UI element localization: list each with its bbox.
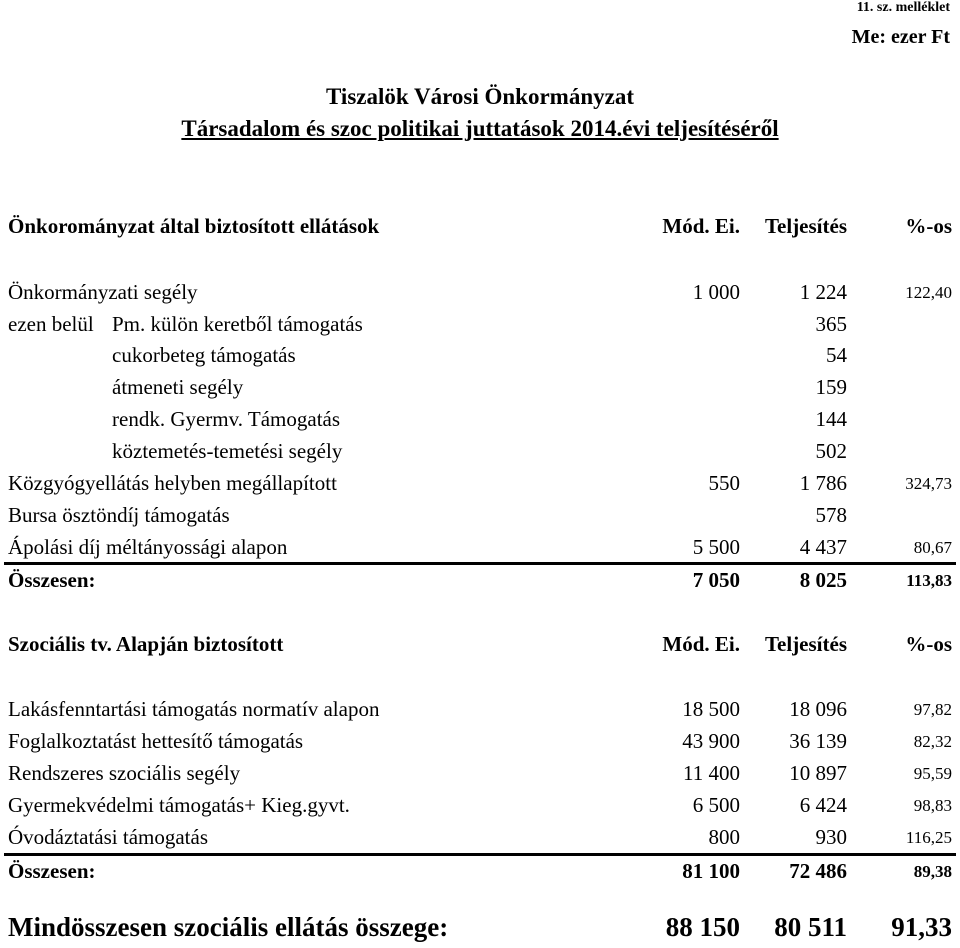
section2-total-rule — [4, 853, 956, 856]
table-row-pct: 97,82 — [913, 700, 952, 719]
table-row-telj: 54 — [826, 343, 847, 367]
section2-header-pct: %-os — [905, 632, 952, 656]
table-row-mod: 800 — [708, 825, 740, 849]
table-row-telj: 1 786 — [799, 471, 847, 495]
table-row-telj: 930 — [815, 825, 847, 849]
section1-total-pct: 113,83 — [906, 571, 952, 590]
section2-total-mod: 81 100 — [682, 859, 740, 883]
table-row-prefix: ezen belül — [8, 312, 94, 336]
table-row-telj: 36 139 — [789, 729, 847, 753]
table-row-label: cukorbeteg támogatás — [112, 343, 296, 367]
table-row-pct: 82,32 — [913, 732, 952, 751]
section1-header-label: Önkorományzat által biztosított ellátások — [8, 214, 380, 238]
page-title: Tiszalök Városi Önkormányzat — [326, 84, 634, 109]
table-row-label: Közgyógyellátás helyben megállapított — [8, 471, 337, 495]
section1-header-mod: Mód. Ei. — [662, 214, 740, 238]
section2-header-mod: Mód. Ei. — [662, 632, 740, 656]
table-row-label: átmeneti segély — [112, 375, 244, 399]
table-row-pct: 98,83 — [913, 796, 952, 815]
table-row-telj: 10 897 — [789, 761, 847, 785]
table-row-mod: 43 900 — [682, 729, 740, 753]
table-row-label: Önkormányzati segély — [8, 280, 198, 304]
table-row-telj: 578 — [815, 503, 847, 527]
table-row-telj: 1 224 — [799, 280, 847, 304]
grand-total-pct: 91,33 — [891, 912, 952, 942]
table-row-label: köztemetés-temetési segély — [112, 439, 343, 463]
grand-total-label: Mindösszesen szociális ellátás összege: — [8, 912, 449, 942]
table-row-label: Bursa ösztöndíj támogatás — [8, 503, 230, 527]
grand-total-telj: 80 511 — [774, 912, 847, 942]
table-row-telj: 502 — [815, 439, 847, 463]
page-subtitle-wrap — [0, 116, 960, 142]
page-subtitle: Társadalom és szoc politikai juttatások 2014.évi teljesítéséről — [181, 116, 779, 141]
table-row-telj: 4 437 — [799, 535, 847, 559]
table-row-label: Gyermekvédelmi támogatás+ Kieg.gyvt. — [8, 793, 350, 817]
table-row-pct: 95,59 — [913, 764, 952, 783]
section1-header-pct: %-os — [905, 214, 952, 238]
table-row-label: Ápolási díj méltányossági alapon — [8, 535, 288, 559]
table-row-telj: 144 — [815, 407, 847, 431]
table-row-mod: 5 500 — [692, 535, 740, 559]
table-row-mod: 550 — [708, 471, 740, 495]
section2-header-label: Szociális tv. Alapján biztosított — [8, 632, 284, 656]
section2-header-teljesites: Teljesítés — [764, 632, 847, 656]
section2-total-telj: 72 486 — [789, 859, 847, 883]
unit-label: Me: ezer Ft — [851, 26, 950, 48]
table-row-pct: 116,25 — [905, 828, 952, 847]
table-row-mod: 6 500 — [692, 793, 740, 817]
table-row-telj: 365 — [815, 312, 847, 336]
section1-total-mod: 7 050 — [692, 568, 740, 592]
annex-label: 11. sz. melléklet — [856, 0, 950, 15]
table-row-mod: 1 000 — [692, 280, 740, 304]
table-row-telj: 6 424 — [799, 793, 847, 817]
table-row-label: Pm. külön keretből támogatás — [112, 312, 363, 336]
section2-total-pct: 89,38 — [913, 862, 952, 881]
table-row-telj: 159 — [815, 375, 847, 399]
table-row-label: rendk. Gyermv. Támogatás — [112, 407, 341, 431]
table-row-label: Óvodáztatási támogatás — [8, 825, 209, 849]
section1-total-telj: 8 025 — [799, 568, 847, 592]
table-row-label: Foglalkoztatást hettesítő támogatás — [8, 729, 304, 753]
table-row-label: Lakásfenntartási támogatás normatív alapon — [8, 697, 380, 721]
table-row-pct: 80,67 — [913, 538, 952, 557]
table-row-label: Rendszeres szociális segély — [8, 761, 241, 785]
table-row-pct: 324,73 — [905, 474, 952, 493]
table-row-mod: 18 500 — [682, 697, 740, 721]
section1-total-rule — [4, 562, 956, 565]
table-row-telj: 18 096 — [789, 697, 847, 721]
section1-total-label: Összesen: — [8, 568, 96, 592]
grand-total-mod: 88 150 — [665, 912, 740, 942]
section1-header-teljesites: Teljesítés — [764, 214, 847, 238]
table-row-pct: 122,40 — [905, 283, 952, 302]
table-row-mod: 11 400 — [683, 761, 740, 785]
section2-total-label: Összesen: — [8, 859, 96, 883]
